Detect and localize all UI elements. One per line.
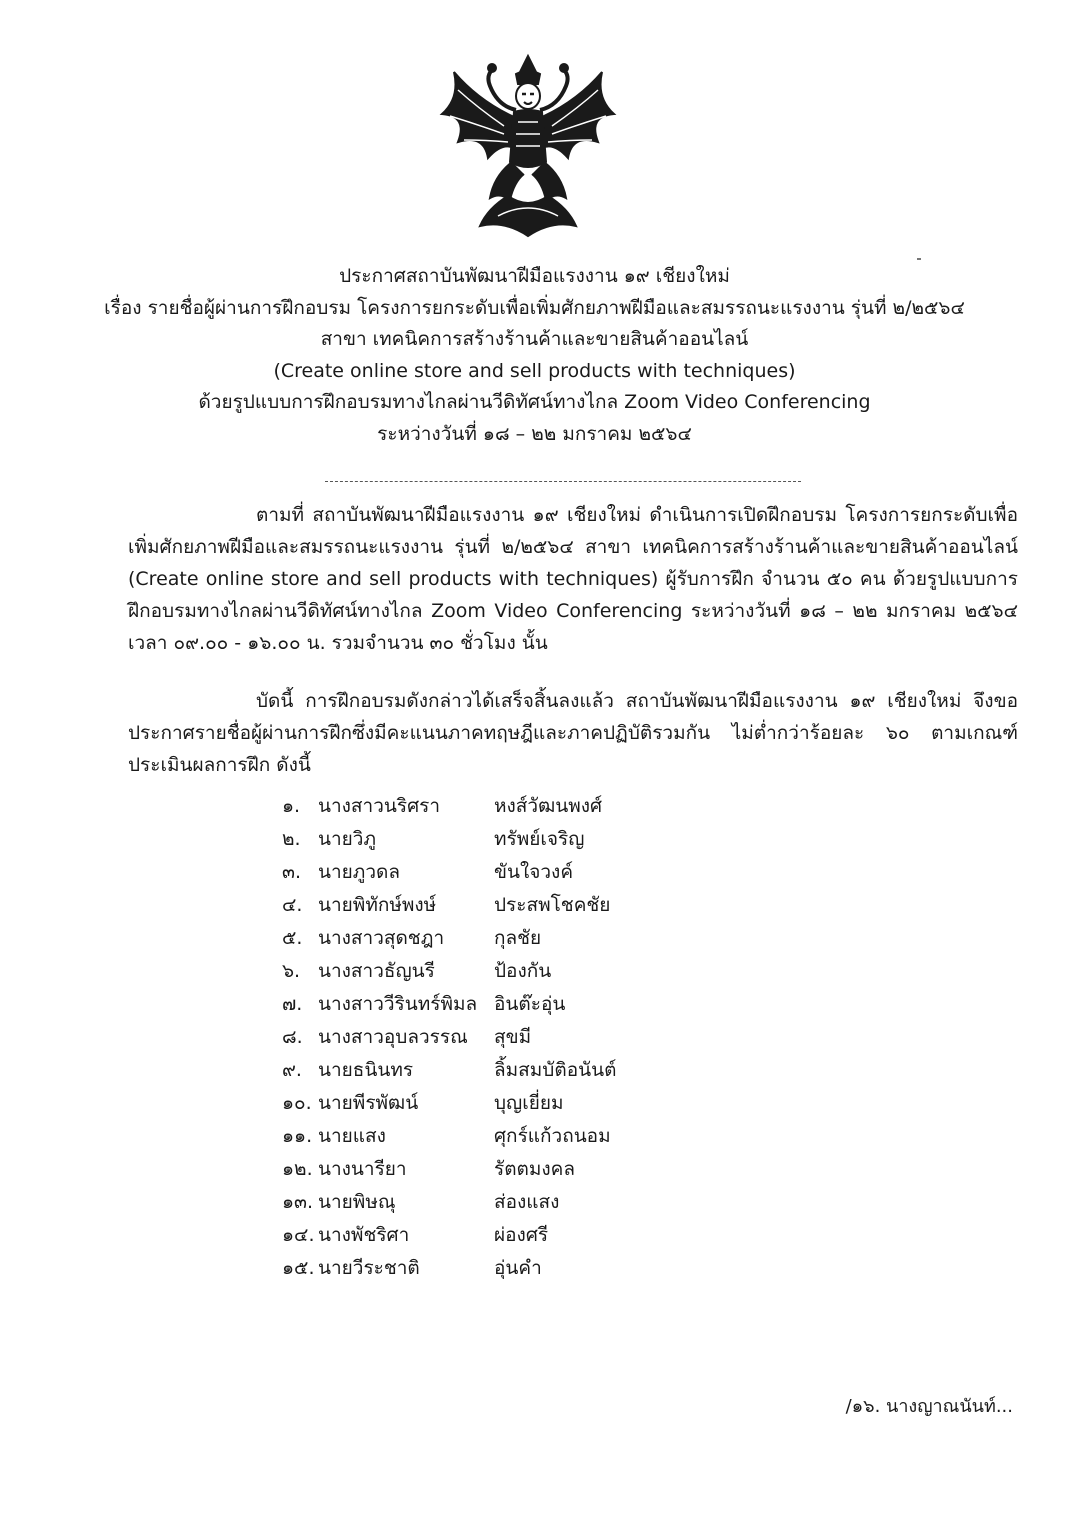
divider-line: [325, 481, 801, 482]
trainee-name: นางสาววีรินทร์พิมล: [318, 993, 478, 1015]
heading-line-3: สาขา เทคนิคการสร้างร้านค้าและขายสินค้าออนไลน์: [320, 328, 749, 350]
list-item: [282, 1219, 616, 1252]
heading-line-1: ประกาศสถาบันพัฒนาฝีมือแรงงาน ๑๙ เชียงใหม่: [339, 265, 730, 287]
list-item: [282, 1087, 616, 1120]
trainee-name: นายแสง: [318, 1125, 386, 1147]
trainee-surname: ลิ้มสมบัติอนันต์: [494, 1059, 617, 1081]
trainee-surname: อุ่นคำ: [494, 1257, 542, 1279]
list-item: [282, 823, 616, 856]
trainee-name: นายวีระชาติ: [318, 1257, 420, 1279]
trainee-number: ๑.: [282, 795, 301, 817]
trainee-surname: ศุกร์แก้วถนอม: [494, 1125, 611, 1147]
trainee-number: ๘.: [282, 1026, 303, 1048]
list-item: [282, 790, 616, 823]
trainee-name: นางสาวนริศรา: [318, 795, 440, 817]
trainee-surname: ผ่องศรี: [494, 1224, 549, 1246]
list-item: [282, 1153, 616, 1186]
trainee-surname: ประสพโชคชัย: [494, 894, 611, 916]
list-item: [282, 1054, 616, 1087]
trainee-number: ๑๕.: [282, 1257, 315, 1279]
trainee-number: ๗.: [282, 993, 303, 1015]
trainee-name: นายธนินทร: [318, 1059, 414, 1081]
scan-speck: [917, 258, 921, 260]
trainee-number: ๕.: [282, 927, 303, 949]
trainee-name: นายพีรพัฒน์: [318, 1092, 419, 1114]
trainee-surname: กุลชัย: [494, 927, 542, 949]
list-item: [282, 955, 616, 988]
trainee-number: ๓.: [282, 861, 302, 883]
continuation-note: /๑๖. นางญาณนันท์...: [845, 1396, 1013, 1417]
trainee-number: ๔.: [282, 894, 303, 916]
trainee-number: ๖.: [282, 960, 301, 982]
paragraph-2-text: บัดนี้ การฝึกอบรมดังกล่าวได้เสร็จสิ้นลงแล้ว สถาบันพัฒนาฝีมือแรงงาน ๑๙ เชียงใหม่ จึงขอประกาศรายชื่อผู้ผ่านการฝึกซึ่งมีคะแนนภาคทฤษฎีและภาคปฏิบัติรวมกัน ไม่ต่ำกว่าร้อยละ ๖๐ ตามเกณฑ์ประเมินผลการฝึก ดังนี้: [128, 690, 1018, 776]
trainee-surname: ป้องกัน: [494, 960, 552, 982]
trainee-number: ๑๓.: [282, 1191, 314, 1213]
trainee-number: ๑๑.: [282, 1125, 313, 1147]
trainee-surname: ขันใจวงค์: [494, 861, 574, 883]
list-item: [282, 889, 616, 922]
trainee-name: นายวิภู: [318, 828, 376, 850]
heading-line-6: ระหว่างวันที่ ๑๘ – ๒๒ มกราคม ๒๕๖๔: [377, 422, 692, 445]
trainee-name: นางพัชริศา: [318, 1224, 410, 1246]
list-item: [282, 988, 616, 1021]
trainee-name: นายภูวดล: [318, 861, 400, 883]
trainee-surname: รัตตมงคล: [494, 1158, 576, 1180]
trainee-name: นางสาวอุบลวรรณ: [318, 1026, 468, 1048]
list-item: [282, 856, 616, 889]
trainee-number: ๒.: [282, 828, 301, 850]
trainee-surname: บุญเยี่ยม: [494, 1092, 564, 1114]
list-item: [282, 1021, 616, 1054]
list-item: [282, 1186, 616, 1219]
list-item: [282, 1252, 616, 1285]
trainee-number: ๑๔.: [282, 1224, 315, 1246]
trainee-surname: สุขมี: [494, 1026, 532, 1048]
trainee-surname: ส่องแสง: [494, 1191, 560, 1213]
paragraph-1-text: ตามที่ สถาบันพัฒนาฝีมือแรงงาน ๑๙ เชียงใหม่ ดำเนินการเปิดฝึกอบรม โครงการยกระดับเพื่อเพิ่มศักยภาพฝีมือและสมรรถนะแรงงาน รุ่นที่ ๒/๒๕๖๔ สาขา เทคนิคการสร้างร้านค้าและขายสินค้าออนไลน์ (Create online store and sell products with techniques) ผู้รับการฝึก จำนวน ๕๐ คน ด้วยรูปแบบการฝึกอบรมทางไกลผ่านวีดิทัศน์ทางไกล Zoom Video Conferencing ระหว่างวันที่ ๑๘ – ๒๒ มกราคม ๒๕๖๔ เวลา ๐๙.๐๐ - ๑๖.๐๐ น. รวมจำนวน ๓๐ ชั่วโมง นั้น: [128, 504, 1018, 654]
heading-line-2: เรื่อง รายชื่อผู้ผ่านการฝึกอบรม โครงการยกระดับเพื่อเพิ่มศักยภาพฝีมือและสมรรถนะแรงงาน รุ่นที่ ๒/๒๕๖๔: [104, 296, 965, 319]
announcement-heading: [100, 261, 969, 450]
garuda-emblem-icon: [428, 50, 628, 242]
list-item: [282, 1120, 616, 1153]
heading-line-5: ด้วยรูปแบบการฝึกอบรมทางไกลผ่านวีดิทัศน์ทางไกล Zoom Video Conferencing: [198, 391, 871, 413]
body-paragraph-2: [128, 685, 1018, 781]
list-item: [282, 922, 616, 955]
trainee-name: นางนารียา: [318, 1158, 407, 1180]
trainee-number: ๑๒.: [282, 1158, 313, 1180]
trainee-list: [282, 790, 616, 1285]
trainee-surname: อินต๊ะอุ่น: [494, 993, 566, 1015]
trainee-surname: ทรัพย์เจริญ: [494, 828, 585, 850]
trainee-number: ๑๐.: [282, 1092, 312, 1114]
trainee-surname: หงส์วัฒนพงศ์: [494, 795, 603, 817]
heading-line-4: (Create online store and sell products with techniques): [273, 359, 796, 382]
trainee-name: นางสาวสุดชฎา: [318, 927, 445, 949]
body-paragraph-1: [128, 499, 1018, 659]
trainee-name: นายพิทักษ์พงษ์: [318, 894, 437, 916]
trainee-name: นางสาวธัญนรี: [318, 960, 435, 982]
trainee-name: นายพิษณุ: [318, 1191, 396, 1213]
trainee-number: ๙.: [282, 1059, 302, 1081]
